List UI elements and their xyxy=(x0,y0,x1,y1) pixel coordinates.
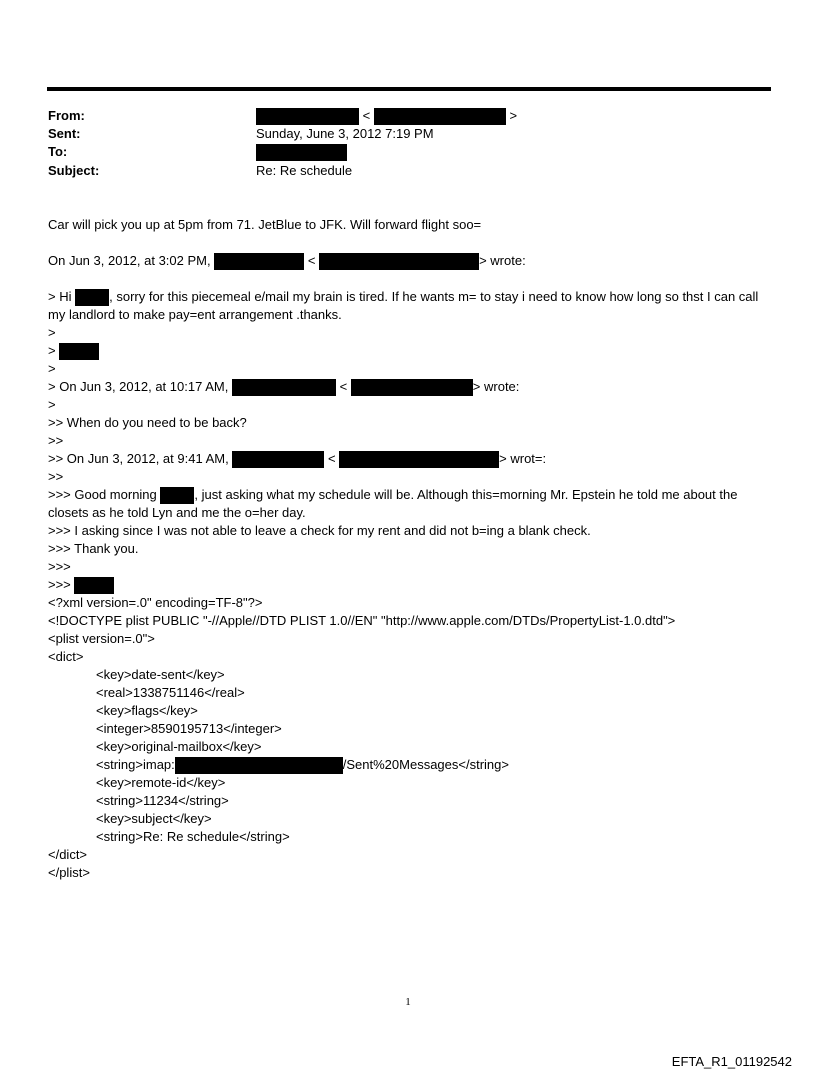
quote-marker: >> xyxy=(48,433,64,448)
redaction-block xyxy=(374,108,506,125)
xml-line: <dict> xyxy=(48,649,84,664)
redaction-block xyxy=(256,108,359,125)
body-line: >> When do you need to be back? xyxy=(48,415,247,430)
body-line: >>> Good morning , just asking what my schedule will be. Although this=morning Mr. Epstein he told me about the closets as he told Lyn and me the o=her day. xyxy=(48,487,738,521)
quote-marker: > xyxy=(48,361,56,376)
xml-line: <plist version=.0"> xyxy=(48,631,155,646)
sent-label: Sent: xyxy=(48,126,81,141)
redaction-block xyxy=(75,289,109,306)
redaction-block xyxy=(351,379,473,396)
xml-line: </plist> xyxy=(48,865,90,880)
to-label: To: xyxy=(48,144,68,159)
xml-line: <string>imap: /Sent%20Messages</string> xyxy=(48,756,509,774)
quote-marker: >>> xyxy=(48,559,71,574)
from-value: < > xyxy=(256,107,517,125)
body-line: On Jun 3, 2012, at 3:02 PM, < > wrote: xyxy=(48,252,526,270)
quote-marker: > xyxy=(48,397,56,412)
body-line: >> On Jun 3, 2012, at 9:41 AM, < > wrot=: xyxy=(48,450,546,468)
subject-label: Subject: xyxy=(48,163,100,178)
redaction-block xyxy=(74,577,114,594)
xml-line: <!DOCTYPE plist PUBLIC "-//Apple//DTD PLIST 1.0//EN" "http://www.apple.com/DTDs/PropertyList-1.0.dtd"> xyxy=(48,613,676,628)
subject-value: Re: Re schedule xyxy=(256,163,353,178)
quote-marker: > xyxy=(48,342,99,360)
to-value xyxy=(256,143,347,161)
xml-line: <string>11234</string> xyxy=(96,793,229,808)
xml-line: <?xml version=.0" encoding=TF-8"?> xyxy=(48,595,263,610)
xml-line: <real>1338751146</real> xyxy=(96,685,245,700)
redaction-block xyxy=(232,379,336,396)
body-line: > Hi , sorry for this piecemeal e/mail my brain is tired. If he wants m= to stay i need to know how long so thst I can call my landlord to make pay=ent arrangement .thanks. xyxy=(48,289,759,323)
redaction-block xyxy=(319,253,479,270)
xml-line: <key>subject</key> xyxy=(96,811,212,826)
xml-line: <key>original-mailbox</key> xyxy=(96,739,262,754)
redaction-block xyxy=(339,451,499,468)
header-rule xyxy=(47,87,771,91)
quote-marker: > xyxy=(48,325,56,340)
body-line: > On Jun 3, 2012, at 10:17 AM, < > wrote: xyxy=(48,378,519,396)
quote-marker: >> xyxy=(48,469,64,484)
page-number: 1 xyxy=(405,996,411,1008)
sent-value: Sunday, June 3, 2012 7:19 PM xyxy=(256,126,434,141)
body-line: >>> I asking since I was not able to leave a check for my rent and did not b=ing a blank check. xyxy=(48,523,591,538)
xml-line: <key>date-sent</key> xyxy=(96,667,225,682)
redaction-block xyxy=(59,343,99,360)
redaction-block xyxy=(232,451,324,468)
redaction-block xyxy=(175,757,343,774)
body-line: Car will pick you up at 5pm from 71. JetBlue to JFK. Will forward flight soo= xyxy=(48,217,482,232)
xml-line: <key>flags</key> xyxy=(96,703,198,718)
redaction-block xyxy=(160,487,194,504)
xml-line: <string>Re: Re schedule</string> xyxy=(96,829,290,844)
xml-line: <key>remote-id</key> xyxy=(96,775,226,790)
body-line: >>> Thank you. xyxy=(48,541,139,556)
redaction-block xyxy=(256,144,347,161)
xml-line: <integer>8590195713</integer> xyxy=(96,721,282,736)
from-label: From: xyxy=(48,108,85,123)
redaction-block xyxy=(214,253,304,270)
quote-marker: >>> xyxy=(48,576,114,594)
document-id: EFTA_R1_01192542 xyxy=(671,1054,792,1069)
xml-line: </dict> xyxy=(48,847,88,862)
